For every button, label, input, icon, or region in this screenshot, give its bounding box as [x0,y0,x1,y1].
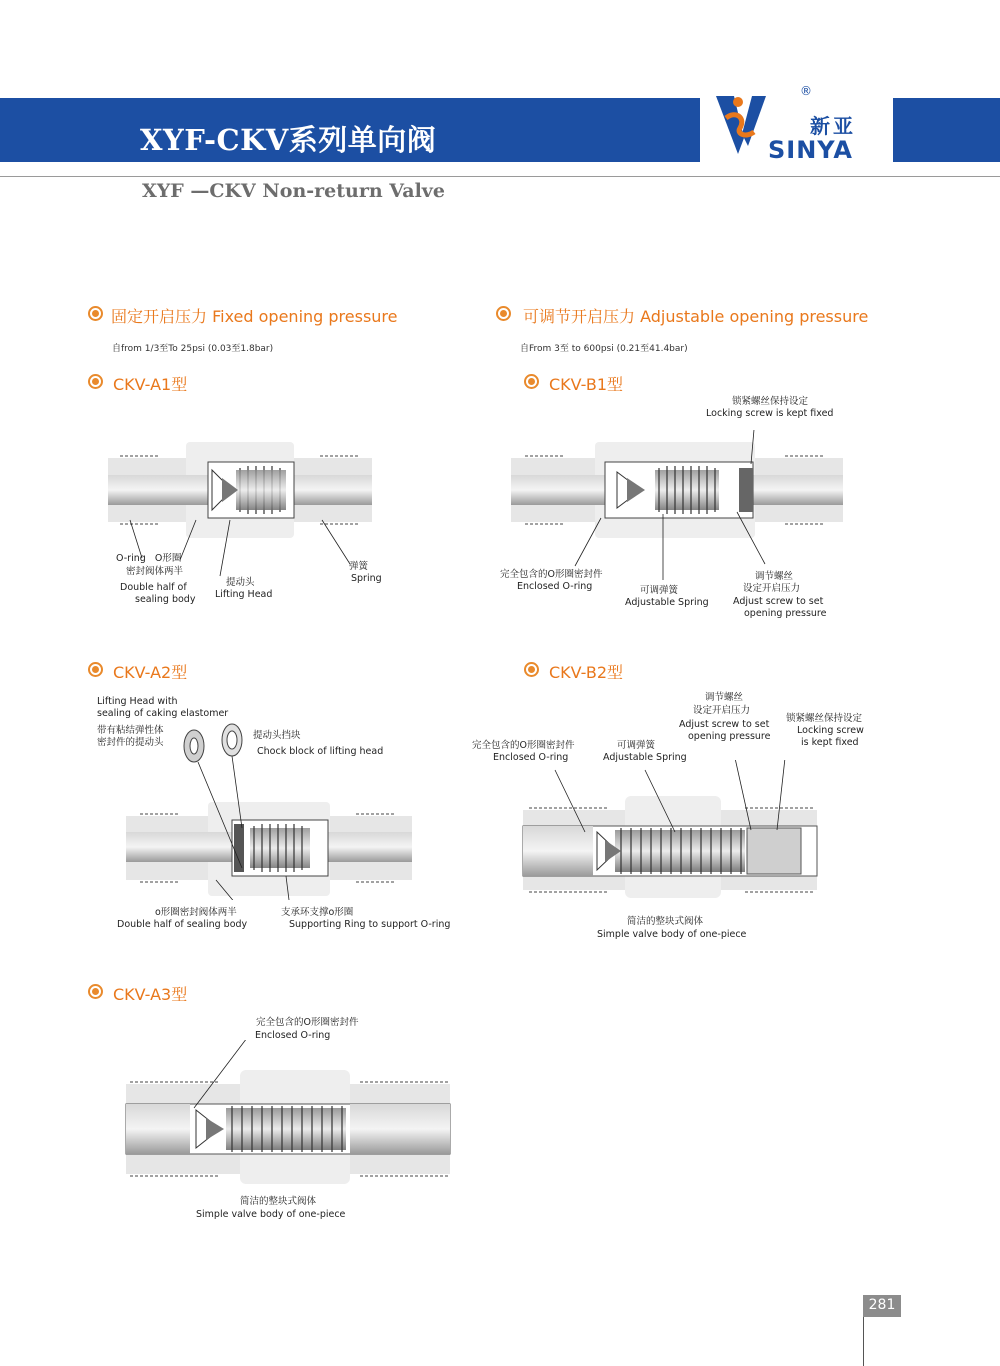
logo-cn-text: 新亚 [810,114,856,138]
bullet-icon [88,984,103,999]
b2-lock-en2: is kept fixed [801,737,859,748]
b2-adjscrew-en1: Adjust screw to set [679,719,770,730]
a1-seal-cn: 密封阀体两半 [126,566,184,577]
b2-lock-en1: Locking screw [797,725,864,736]
model-b1-title: CKV-B1型 [549,375,624,394]
b1-adjscrew-cn2: 设定开启压力 [743,583,801,594]
a1-lift-en: Lifting Head [215,589,273,600]
a1-oring-label: O-ring O形圈 [116,553,182,564]
a2-lift-cn1: 带有粘结弹性体 [97,725,164,736]
b2-enclosed-cn: 完全包含的O形圈密封件 [472,740,575,751]
b2-adjscrew-cn1: 调节螺丝 [705,692,744,703]
section-adjustable-range: 自From 3至 to 600psi (0.21至41.4bar) [520,344,688,354]
bullet-icon [88,662,103,677]
section-fixed-title: 固定开启压力 Fixed opening pressure [111,307,398,326]
b2-adjscrew-en2: opening pressure [688,731,771,742]
page-title: XYF-CKV系列单向阀 [140,123,437,157]
model-a1-title: CKV-A1型 [113,375,188,394]
b1-adjscrew-cn1: 调节螺丝 [755,571,794,582]
a3-body-en: Simple valve body of one-piece [196,1209,346,1220]
a1-seal-en1: Double half of [120,582,187,593]
b1-adjspring-cn: 可调弹簧 [640,585,679,596]
b2-body-cn: 简洁的整块式阀体 [627,916,704,927]
a2-lift-cn2: 密封件的提动头 [97,737,164,748]
b2-adjscrew-cn2: 设定开启压力 [693,705,751,716]
model-a3-title: CKV-A3型 [113,985,188,1004]
b1-adjscrew-en2: opening pressure [744,608,827,619]
b1-adjspring-en: Adjustable Spring [625,597,709,608]
b2-adjspring-cn: 可调弹簧 [617,740,656,751]
a2-lift-en2: sealing of caking elastomer [97,708,229,719]
bullet-icon [88,306,103,321]
page-number: 281 [868,1297,896,1313]
ckv-b2-diagram [515,760,825,910]
header-banner-right [893,98,1000,162]
b2-lock-cn: 锁紧螺丝保持设定 [786,713,863,724]
a2-ring-cn: 支承环支撑o形圈 [281,907,354,918]
bullet-icon [88,374,103,389]
model-a2-title: CKV-A2型 [113,663,188,682]
bullet-icon [524,374,539,389]
a3-enclosed-en: Enclosed O-ring [255,1030,331,1041]
page-number-rule [863,1317,864,1366]
sinya-logo-mark-icon [712,88,772,164]
bullet-icon [496,306,511,321]
logo-en-text: SINYA [768,136,853,164]
a1-lift-cn: 提动头 [226,577,255,588]
header-divider [0,176,1000,177]
bullet-icon [524,662,539,677]
a1-seal-en2: sealing body [135,594,196,605]
a2-block-cn: 提动头挡块 [253,730,301,741]
a2-block-en: Chock block of lifting head [257,746,384,757]
a2-seal-en: Double half of sealing body [117,919,248,930]
b2-body-en: Simple valve body of one-piece [597,929,747,940]
a3-enclosed-cn: 完全包含的O形圈密封件 [256,1017,359,1028]
section-fixed-range: 自from 1/3至To 25psi (0.03至1.8bar) [112,344,274,354]
a2-seal-cn: o形圈密封阀体两半 [155,907,237,918]
b1-enclosed-cn: 完全包含的O形圈密封件 [500,569,603,580]
a2-lift-en1: Lifting Head with [97,696,178,707]
registered-mark: ® [800,84,812,98]
section-adjustable-title: 可调节开启压力 Adjustable opening pressure [523,307,869,326]
b1-lock-en: Locking screw is kept fixed [706,408,834,419]
model-b2-title: CKV-B2型 [549,663,624,682]
a1-spring-cn: 弹簧 [349,561,369,572]
b2-enclosed-en: Enclosed O-ring [493,752,569,763]
ckv-a2-diagram [120,720,420,900]
a2-ring-en: Supporting Ring to support O-ring [289,919,451,930]
ckv-a3-diagram [120,1040,460,1190]
page-subtitle: XYF —CKV Non-return Valve [142,180,445,202]
b2-adjspring-en: Adjustable Spring [603,752,687,763]
b1-adjscrew-en1: Adjust screw to set [733,596,824,607]
b1-enclosed-en: Enclosed O-ring [517,581,593,592]
a3-body-cn: 简洁的整块式阀体 [240,1196,317,1207]
b1-lock-cn: 锁紧螺丝保持设定 [732,396,809,407]
a1-spring-en: Spring [351,573,382,584]
